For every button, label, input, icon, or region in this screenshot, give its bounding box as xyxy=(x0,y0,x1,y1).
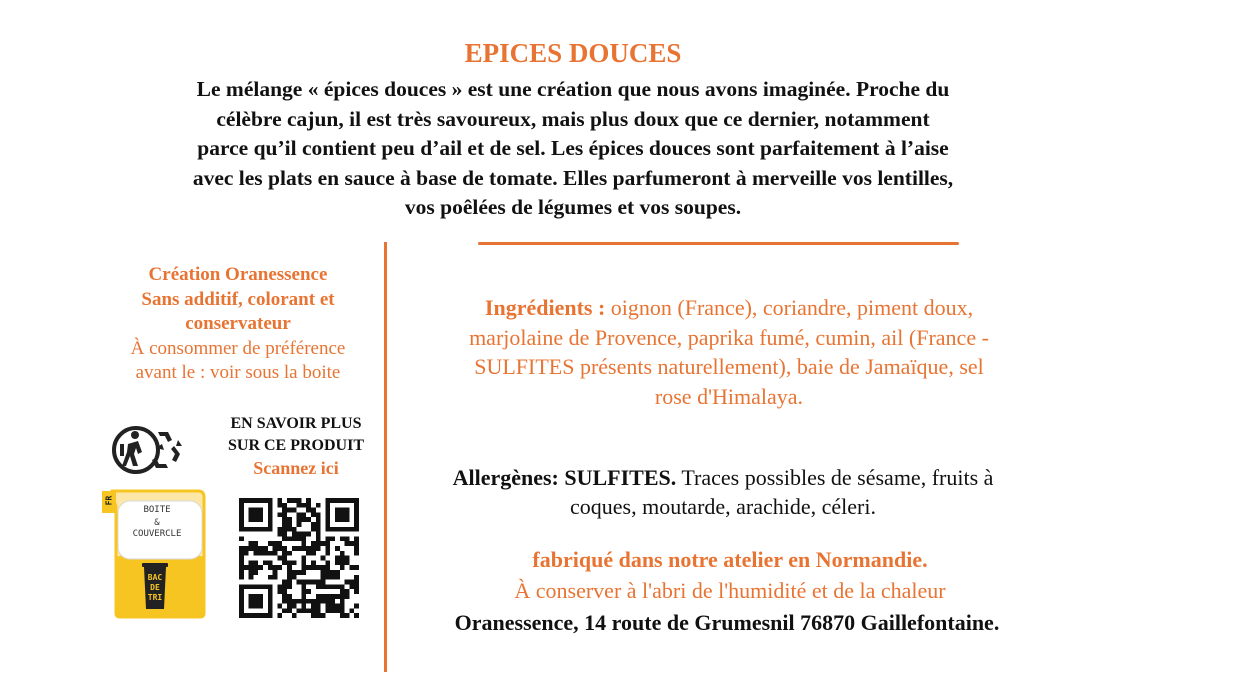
best-before-label: avant le : voir sous la boite xyxy=(135,362,341,383)
ingredients-text: SULFITES présents naturellement), baie de Jamaïque, sel xyxy=(474,354,984,379)
learn-more-line: SUR CE PRODUIT xyxy=(227,437,364,454)
intro-line: avec les plats en sauce à base de tomate. Elles parfumeront à merveille vos lentilles, xyxy=(192,165,954,190)
box-label: COUVERCLE xyxy=(132,529,182,539)
no-additive-label: conservateur xyxy=(185,313,291,334)
intro-line: vos poêlées de légumes et vos soupes. xyxy=(404,195,742,219)
ingredients-text: rose d'Himalaya. xyxy=(654,383,804,409)
ingredients-text: marjolaine de Provence, paprika fumé, cumin, ail (France - xyxy=(469,324,989,350)
allergens-text: Traces possibles de sésame, fruits à xyxy=(676,465,994,490)
intro-paragraph xyxy=(98,75,1048,223)
scan-here-label: Scannez ici xyxy=(253,458,339,478)
triman-icon xyxy=(108,418,188,484)
bin-label: TRI xyxy=(147,593,163,602)
creation-label: Création Oranessence xyxy=(148,264,328,285)
ingredients-text: oignon (France), coriandre, piment doux, xyxy=(605,295,974,320)
bin-label: DE xyxy=(150,583,160,592)
product-title: EPICES DOUCES xyxy=(464,38,682,68)
intro-line: parce qu’il contient peu d’ail et de sel. Les épices douces sont parfaitement à l’aise xyxy=(197,136,949,160)
learn-more xyxy=(214,413,378,479)
allergens-text: coques, moutarde, arachide, céleri. xyxy=(569,494,876,519)
storage-label: À conserver à l'abri de l'humidité et de la chaleur xyxy=(514,578,946,603)
creation-info xyxy=(100,263,376,386)
horizontal-divider xyxy=(478,242,959,245)
company-address: Oranessence, 14 route de Grumesnil 76870 Gaillefontaine. xyxy=(454,610,1000,635)
best-before-label: À consommer de préférence xyxy=(130,337,346,359)
vertical-divider xyxy=(384,242,387,672)
intro-line: Le mélange « épices douces » est une création que nous avons imaginée. Proche du xyxy=(196,77,950,101)
sorting-info-label xyxy=(102,487,208,619)
no-additive-label: Sans additif, colorant et xyxy=(141,288,335,310)
allergens-label: Allergènes: SULFITES. xyxy=(452,465,677,490)
box-label: BOITE xyxy=(143,505,171,515)
made-in-label: fabriqué dans notre atelier en Normandie. xyxy=(532,547,928,572)
ingredients-label: Ingrédients : xyxy=(484,295,606,320)
manufacturing-info xyxy=(400,544,1060,606)
bin-label: BAC xyxy=(147,573,163,582)
qr-code-icon[interactable] xyxy=(239,498,359,618)
fr-tag: FR xyxy=(104,495,114,506)
box-label: & xyxy=(154,518,160,528)
intro-line: célèbre cajun, il est très savoureux, mais plus doux que ce dernier, notamment xyxy=(216,106,930,131)
allergens-section xyxy=(390,463,1056,521)
ingredients-section xyxy=(404,293,1054,411)
learn-more-line: EN SAVOIR PLUS xyxy=(230,415,362,432)
